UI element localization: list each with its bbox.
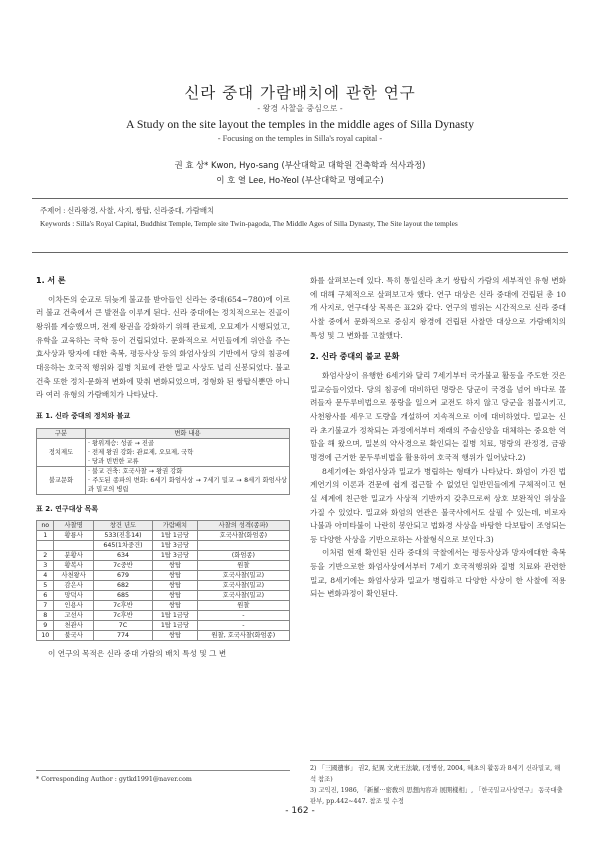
table2-cell-year: 682	[93, 581, 152, 591]
table2-cell-layout: 쌍탑	[153, 591, 198, 601]
intro-paragraph-2: 이 연구의 목적은 신라 중대 가람의 배치 특성 및 그 변	[48, 649, 227, 659]
table2-cell-nature: 호국사찰(밀교)	[197, 591, 289, 601]
right-paragraph-0: 화를 살펴보는데 있다. 특히 통일신라 초기 쌍탑식 가람의 세부적인 유형 변화에 대해 구체적으로 살펴보고자 했다. 연구 대상은 신라 중대에 건립된 총 10개 사지로, 연구대상 목록은 표2와 같다. 연구의 범위는 시간적으로 신라 중대 사찰 중에서 문화적으로 중심지 왕경에 건립된 사찰만 대상으로 가람배치의 특성 및 그 변화를 고찰했다.	[310, 276, 566, 340]
table-row	[37, 466, 290, 494]
table-row	[37, 571, 290, 581]
table2-cell-name: 망덕사	[54, 591, 93, 601]
section-heading-buddhism: 2. 신라 중대의 불교 문화	[310, 352, 400, 362]
table2-header: 사찰명	[54, 521, 93, 531]
table2-cell-no: 8	[37, 611, 54, 621]
table2-cell-no: 10	[37, 631, 54, 641]
table2-cell-name: 천관사	[54, 621, 93, 631]
section-heading-intro: 1. 서 론	[36, 276, 66, 285]
table2-cell-nature: 호국사찰(밀교)	[197, 581, 289, 591]
table2-cell-nature: (화엄종)	[197, 551, 289, 561]
table2-caption: 표 2. 연구대상 목록	[36, 504, 99, 513]
buddhism-paragraph-2: 8세기에는 화엄사상과 밀교가 병립하는 형태가 나타났다. 화엄이 가진 법계연기의 이론과 견문에 쉽게 접근할 수 없었던 일반민들에게 구체적이고 현실 세계에 친근한 밀교가 사상적 기반까지 갖추므로써 상호 보완적인 위상을 가질 수 있었다. 밀교와 화엄의 연관은 불국사에서도 살필 수 있는데, 비로자나불과 아미타불이 나란히 봉안되고 법화경 사상을 바탕한 다보탑이 조영되는 등 다양한 사상을 기반으로하는 사찰형식으로 보인다.3)	[310, 466, 566, 544]
table-row	[37, 631, 290, 641]
footnote-rule	[310, 760, 470, 761]
footnote-3: 3) 고익진, 1986, 「新羅···密敎의 思想內容과 展開樣相」, 「한국밀교사상연구」 동국대출판부, pp.442~447. 참조 및 수정	[310, 787, 563, 805]
table2-cell-year: 679	[93, 571, 152, 581]
table2-cell-name: 사천왕사	[54, 571, 93, 581]
table-row	[37, 581, 290, 591]
table2	[36, 520, 290, 641]
table2-cell-no: 4	[37, 571, 54, 581]
table1-item: · 불교 건축: 호국사찰 → 왕권 강화	[88, 467, 183, 475]
table2-cell-name: 감은사	[54, 581, 93, 591]
keywords-korean: 주제어 : 신라왕경, 사찰, 사지, 쌍탑, 신라중대, 가람배치	[40, 206, 215, 215]
table2-cell-no: 5	[37, 581, 54, 591]
table1-header: 변화 내용	[86, 428, 290, 438]
table2-header: 사찰의 성격(종파)	[197, 521, 289, 531]
table2-cell-year: 7c후반	[93, 611, 152, 621]
buddhism-paragraph-1: 화엄사상이 유행한 6세기와 달리 7세기부터 국가불교 활동을 주도한 것은 밀교승들이었다. 당의 침공에 대비하던 명랑은 당군이 국경을 넘어 바다로 몰려들자 문두루비법으로 풍랑을 일으켜 교전도 하지 않고 당군을 침몰시키고, 사천왕사를 세우고 도량을 개설하여 지속적으로 이에 대비하였다. 밀교는 신라 초기불교가 정착되는 과정에서부터 재래의 주술신앙을 대체하는 중요한 역할을 해 왔으며, 밀본의 약사경으로 확인되는 질병 치료, 명랑의 관정경, 금광명경에 근거한 문두루비법을 활용하여 호국적 행위가 일어났다.2)	[310, 370, 566, 462]
table2-cell-layout: 쌍탑	[153, 631, 198, 641]
table2-cell-no: 2	[37, 551, 54, 561]
table1-category: 정치제도	[37, 438, 86, 466]
keywords-top-rule	[32, 198, 568, 199]
table2-cell-year: 7c후반	[93, 601, 152, 611]
table2-cell-no: 6	[37, 591, 54, 601]
left-column	[36, 274, 290, 661]
table2-cell-layout: 1탑 1금당	[153, 531, 198, 541]
page-number: - 162 -	[285, 806, 315, 816]
table-row	[37, 551, 290, 561]
right-column	[310, 274, 566, 601]
table2-cell-layout: 쌍탑	[153, 601, 198, 611]
table2-cell-layout: 1탑 3금당	[153, 551, 198, 561]
paper-title-korean: 신라 중대 가람배치에 관한 연구	[184, 84, 416, 102]
table2-cell-nature: -	[197, 611, 289, 621]
keywords-english: Keywords : Silla's Royal Capital, Buddhist Temple, Temple site Twin-pagoda, The Middle Ages of Silla Dynasty, The Site layout the temples	[40, 219, 458, 228]
keywords-bottom-rule	[32, 252, 568, 253]
table2-cell-layout: 1탑 1금당	[153, 611, 198, 621]
table2-cell-year: 533(진흥14)	[93, 531, 152, 541]
table2-cell-year: 7c중반	[93, 561, 152, 571]
buddhism-paragraph-3: 이처럼 현재 확인된 신라 중대의 국찰에서는 평등사상과 망자에대한 축복 등을 기반으로한 화엄사상에서부터 7세기 호국적행위와 질병 치료와 관련한 밀교, 8세기에는 화엄사상과 밀교가 병립하고 다양한 사상이 한 사찰에 적용되는 변화과정이 확인된다.	[310, 548, 566, 599]
corresponding-rule	[36, 770, 290, 771]
corresponding-author: * Corresponding Author : gytkd1991@naver.com	[36, 776, 192, 783]
table2-cell-layout: 쌍탑	[153, 571, 198, 581]
table2-header: no	[37, 521, 54, 531]
table2-cell-name: 고선사	[54, 611, 93, 621]
table-row	[37, 601, 290, 611]
table2-cell-no	[37, 541, 54, 551]
table2-cell-name: 불국사	[54, 631, 93, 641]
table-row	[37, 438, 290, 466]
table2-cell-layout: 1탑 1금당	[153, 621, 198, 631]
table2-cell-name: 황복사	[54, 561, 93, 571]
table1	[36, 428, 290, 495]
table1-header: 구분	[37, 428, 86, 438]
paper-subtitle-english: - Focusing on the temples in Silla's royal capital -	[217, 134, 383, 143]
table2-cell-name: 분황사	[54, 551, 93, 561]
table2-cell-year: 685	[93, 591, 152, 601]
table2-cell-nature: 원찰	[197, 561, 289, 571]
table2-cell-no: 9	[37, 621, 54, 631]
table2-cell-year: 634	[93, 551, 152, 561]
paper-title-english: A Study on the site layout the temples in the middle ages of Silla Dynasty	[126, 117, 474, 131]
table-row	[37, 561, 290, 571]
table2-cell-nature	[197, 541, 289, 551]
table2-cell-layout: 쌍탑	[153, 581, 198, 591]
table1-item: · 당과 빈번한 교류	[88, 457, 139, 465]
table2-header: 창건 년도	[93, 521, 152, 531]
table1-item: · 전제 왕권 강화: 관료제, 오묘제, 국학	[88, 448, 194, 456]
table-row	[37, 611, 290, 621]
table2-cell-year: 645(1차중건)	[93, 541, 152, 551]
table2-cell-name: 황룡사	[54, 531, 93, 541]
table2-header: 가람배치	[153, 521, 198, 531]
intro-paragraph: 이차돈의 순교로 뒤늦게 불교를 받아들인 신라는 중대(654~780)에 이르러 불교 건축에서 큰 발전을 이루게 된다. 신라 중대에는 정치적으로는 진골이 왕위를 계승했으며, 전제 왕권을 강화하기 위해 관료제, 오묘제가 시행되었고, 유학을 교육하는 국학 등이 건립되었다. 문화적으로 서민들에게 위안을 주는 효사상과 땅자에 대한 축복, 평등사상 등의 화엄사상의 기반에서 당의 침공에 대응하는 호국적 행위와 질병 치료에 관한 밀교 사상도 널리 신봉되었다. 불교건축 또한 정치·문화적 변화에 맞춰 변화되었으며, 정형화 된 쌍탑식뿐만 아니라 여러 유형의 가람배치가 나타났다.	[36, 294, 290, 400]
table2-cell-nature: 원찰, 호국사찰(화엄종)	[197, 631, 289, 641]
table1-category: 불교문화	[37, 466, 86, 494]
table1-caption: 표 1. 신라 중대의 정치와 불교	[36, 411, 131, 420]
table2-cell-name	[54, 541, 93, 551]
table-row	[37, 621, 290, 631]
table2-cell-nature: -	[197, 621, 289, 631]
author-2: 이 호 열 Lee, Ho-Yeol (부산대학교 명예교수)	[216, 175, 384, 185]
table2-cell-year: 774	[93, 631, 152, 641]
table-row	[37, 591, 290, 601]
table2-cell-layout: 쌍탑	[153, 561, 198, 571]
table-row	[37, 541, 290, 551]
table2-cell-name: 인용사	[54, 601, 93, 611]
table2-cell-layout: 1탑 3금당	[153, 541, 198, 551]
table2-cell-nature: 호국사찰(화엄종)	[197, 531, 289, 541]
table2-cell-no: 1	[37, 531, 54, 541]
table2-cell-no: 3	[37, 561, 54, 571]
table1-item: · 주도된 종파의 변화: 6세기 화엄사상 → 7세기 밀교 → 8세기 화엄사상과 밀교의 병립	[88, 476, 287, 493]
table2-cell-nature: 호국사찰(밀교)	[197, 571, 289, 581]
footnote-2: 2) 「三國遺事」 권2, 紀異 文虎王法敏, (정병삼, 2004, 혜초의 활동과 8세기 신라밀교, 해석 참조)	[310, 765, 561, 783]
table2-cell-year: 7C	[93, 621, 152, 631]
table-row	[37, 531, 290, 541]
table2-cell-no: 7	[37, 601, 54, 611]
table1-item: · 왕위계승: 성골 → 진골	[88, 439, 155, 447]
author-1: 권 효 상* Kwon, Hyo-sang (부산대학교 대학원 건축학과 석사과정)	[174, 160, 426, 170]
table2-cell-nature: 원찰	[197, 601, 289, 611]
paper-subtitle-korean: - 왕경 사찰을 중심으로 -	[257, 104, 343, 113]
